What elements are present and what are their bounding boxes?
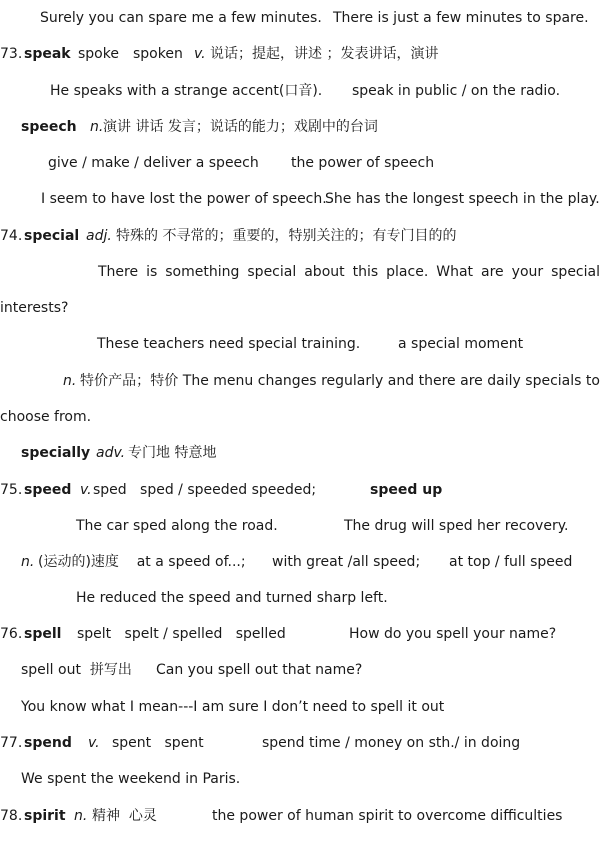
verb-form: spoke [78, 46, 119, 62]
example-line [0, 587, 600, 609]
collocation: speak in public / on the radio. [352, 83, 561, 99]
entry-line-special [0, 225, 600, 247]
collocation: the power of human spirit to overcome difficulties [212, 808, 563, 824]
example-sentence: He speaks with a strange accent(口音). [50, 83, 323, 99]
example-line [0, 261, 600, 283]
example-sentence: You know what I mean---I am sure I don’t need to spell it out [21, 699, 445, 715]
headword: spell [24, 626, 62, 642]
entry-number: 73. [0, 46, 27, 62]
example-sentence: The car sped along the road. [76, 518, 278, 534]
entry-line-spirit [0, 805, 600, 827]
example-line [0, 768, 600, 790]
example-line [0, 188, 600, 210]
headword: speed [24, 482, 72, 498]
collocation: give / make / deliver a speech [48, 155, 259, 171]
example-sentence: The drug will sped her recovery. [344, 518, 569, 534]
definition-line [0, 370, 600, 392]
example-sentence: There is something special about this place. What are your special [98, 264, 600, 280]
part-of-speech: adj. [86, 228, 112, 244]
subentry-line-speech [0, 116, 600, 138]
part-of-speech: n. [21, 554, 35, 570]
definition: 演讲 讲话 发言；说话的能力；戏剧中的台词 [103, 119, 378, 135]
part-of-speech: v. [194, 46, 206, 62]
phrase-line [0, 659, 600, 681]
verb-form: spoken [133, 46, 183, 62]
definition: 精神 心灵 [92, 808, 157, 824]
verb-forms: spelt spelt / spelled spelled [77, 626, 286, 642]
example-line [0, 297, 600, 319]
definition-line [0, 551, 600, 573]
headword: speak [24, 46, 71, 62]
part-of-speech: n. [74, 808, 88, 824]
definition: 特殊的 不寻常的；重要的，特别关注的；有专门目的的 [116, 228, 457, 244]
headword: spend [24, 735, 72, 751]
example-line [0, 80, 600, 102]
part-of-speech: n. [90, 119, 104, 135]
verb-forms: spent spent [112, 735, 204, 751]
collocation: a special moment [398, 336, 524, 352]
subentry-line-specially [0, 442, 600, 464]
collocation: at top / full speed [449, 554, 573, 570]
definition: 专门地 特意地 [128, 445, 217, 461]
example-line [0, 515, 600, 537]
entry-number: 76. [0, 626, 27, 642]
example-sentence-continued: choose from. [0, 409, 92, 425]
part-of-speech: adv. [96, 445, 126, 461]
entry-line-speak [0, 43, 600, 65]
part-of-speech: n. [63, 373, 77, 389]
headword: spirit [24, 808, 66, 824]
example-sentence: We spent the weekend in Paris. [21, 771, 241, 787]
collocation: spend time / money on sth./ in doing [262, 735, 521, 751]
entry-number: 78. [0, 808, 27, 824]
example-line [0, 7, 600, 29]
entry-number: 74. [0, 228, 27, 244]
entry-number: 77. [0, 735, 27, 751]
example-line [0, 406, 600, 428]
example-sentence: There is just a few minutes to spare. [333, 10, 589, 26]
phrase: spell out 拼写出 [21, 662, 132, 678]
definition: 说话；提起，讲述 ；发表讲话，演讲 [210, 46, 439, 62]
phrase-headword: speed up [370, 482, 443, 498]
example-line [0, 696, 600, 718]
entry-line-speed [0, 479, 600, 501]
example-sentence: These teachers need special training. [97, 336, 361, 352]
part-of-speech: v. [88, 735, 100, 751]
collocation: the power of speech [291, 155, 435, 171]
example-sentence: I seem to have lost the power of speech. [41, 191, 327, 207]
headword: specially [21, 445, 91, 461]
entry-line-spell [0, 623, 600, 645]
entry-number: 75. [0, 482, 27, 498]
headword: special [24, 228, 80, 244]
collocation: with great /all speed; [272, 554, 421, 570]
example-sentence: How do you spell your name? [349, 626, 557, 642]
example-sentence: She has the longest speech in the play. [325, 191, 600, 207]
example-sentence: Can you spell out that name? [156, 662, 363, 678]
definition: 特价产品；特价 The menu changes regularly and there are daily specials to [80, 373, 600, 389]
example-sentence-continued: interests? [0, 300, 69, 316]
entry-line-spend [0, 732, 600, 754]
example-sentence: Surely you can spare me a few minutes. [40, 10, 322, 26]
part-of-speech: v. [80, 482, 92, 498]
example-line [0, 333, 600, 355]
example-sentence: He reduced the speed and turned sharp left. [76, 590, 388, 606]
example-line [0, 152, 600, 174]
verb-forms: sped sped / speeded speeded; [93, 482, 317, 498]
headword: speech [21, 119, 77, 135]
definition: (运动的)速度 at a speed of...; [38, 554, 246, 570]
